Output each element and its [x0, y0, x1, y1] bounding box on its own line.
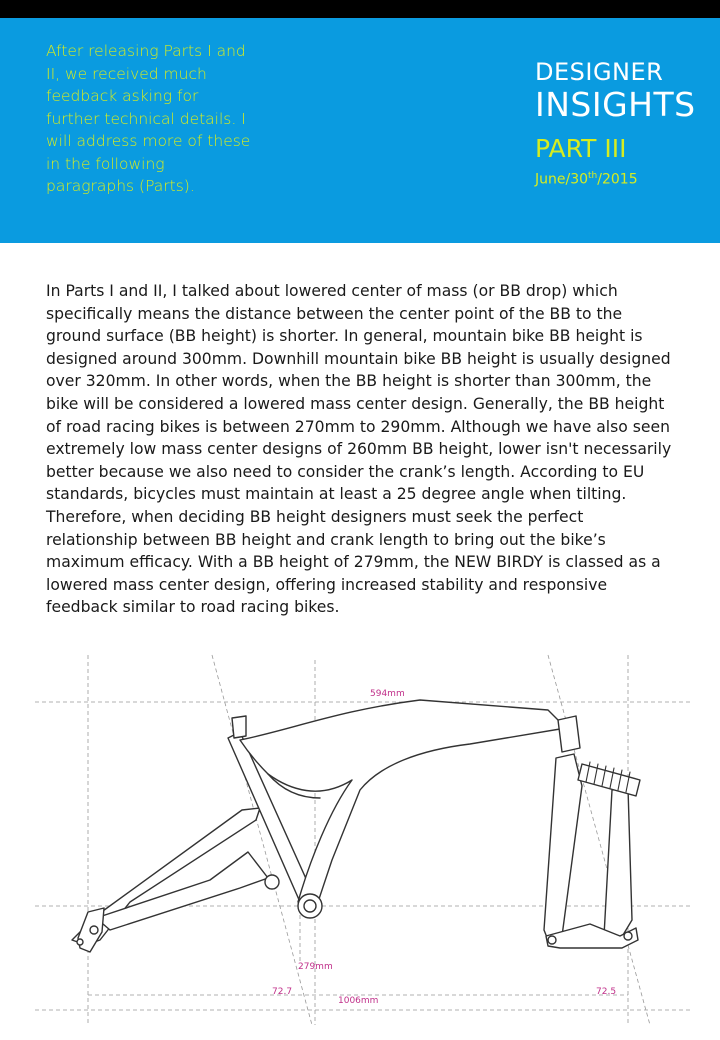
bike-frame [72, 700, 640, 952]
date-suffix-th: th [588, 171, 598, 181]
intro-text: After releasing Parts I and II, we received much feedback asking for further technical details. I will address more of these in the following paragraphs (Parts). [46, 42, 251, 195]
head-angle-dimension: 72.5 [596, 987, 617, 997]
title-insights: INSIGHTS [535, 85, 696, 124]
date-year: /2015 [597, 171, 638, 188]
top-tube-dimension: 594mm [370, 689, 405, 699]
part-label: PART III [535, 134, 627, 163]
frame-geometry-diagram [0, 640, 720, 1040]
seat-angle-dimension: 72.7 [272, 987, 293, 997]
date-prefix: June/30 [535, 171, 589, 188]
article-body: In Parts I and II, I talked about lowered center of mass (or BB drop) which specifically means the distance between the center point of the BB to the ground surface (BB height) is shorter. In general, mountain bike BB height is designed around 300mm. Downhill mountain bike BB height is usually designed over 320mm. In other words, when the BB height is shorter than 300mm, the bike will be considered a lowered mass center design. Generally, the BB height of road racing bikes is between 270mm to 290mm. Although we have also seen extremely low mass center designs of 260mm BB height, lower isn't necessarily better because we also need to consider the crank’s length. According to EU standards, bicycles must maintain at least a 25 degree angle when tilting. Therefore, when deciding BB height designers must seek the perfect relationship between BB height and crank length to bring out the bike’s maximum efficacy. With a BB height of 279mm, the NEW BIRDY is classed as a lowered mass center design, offering increased stability and responsive feedback similar to road racing bikes. [46, 282, 672, 617]
title-block [535, 58, 720, 190]
bb-height-dimension: 279mm [298, 962, 333, 972]
publish-date [535, 166, 720, 190]
header-banner [0, 18, 720, 243]
wheelbase-dimension: 1006mm [338, 996, 379, 1006]
top-black-bar [0, 0, 720, 18]
title-designer: DESIGNER [535, 58, 664, 86]
